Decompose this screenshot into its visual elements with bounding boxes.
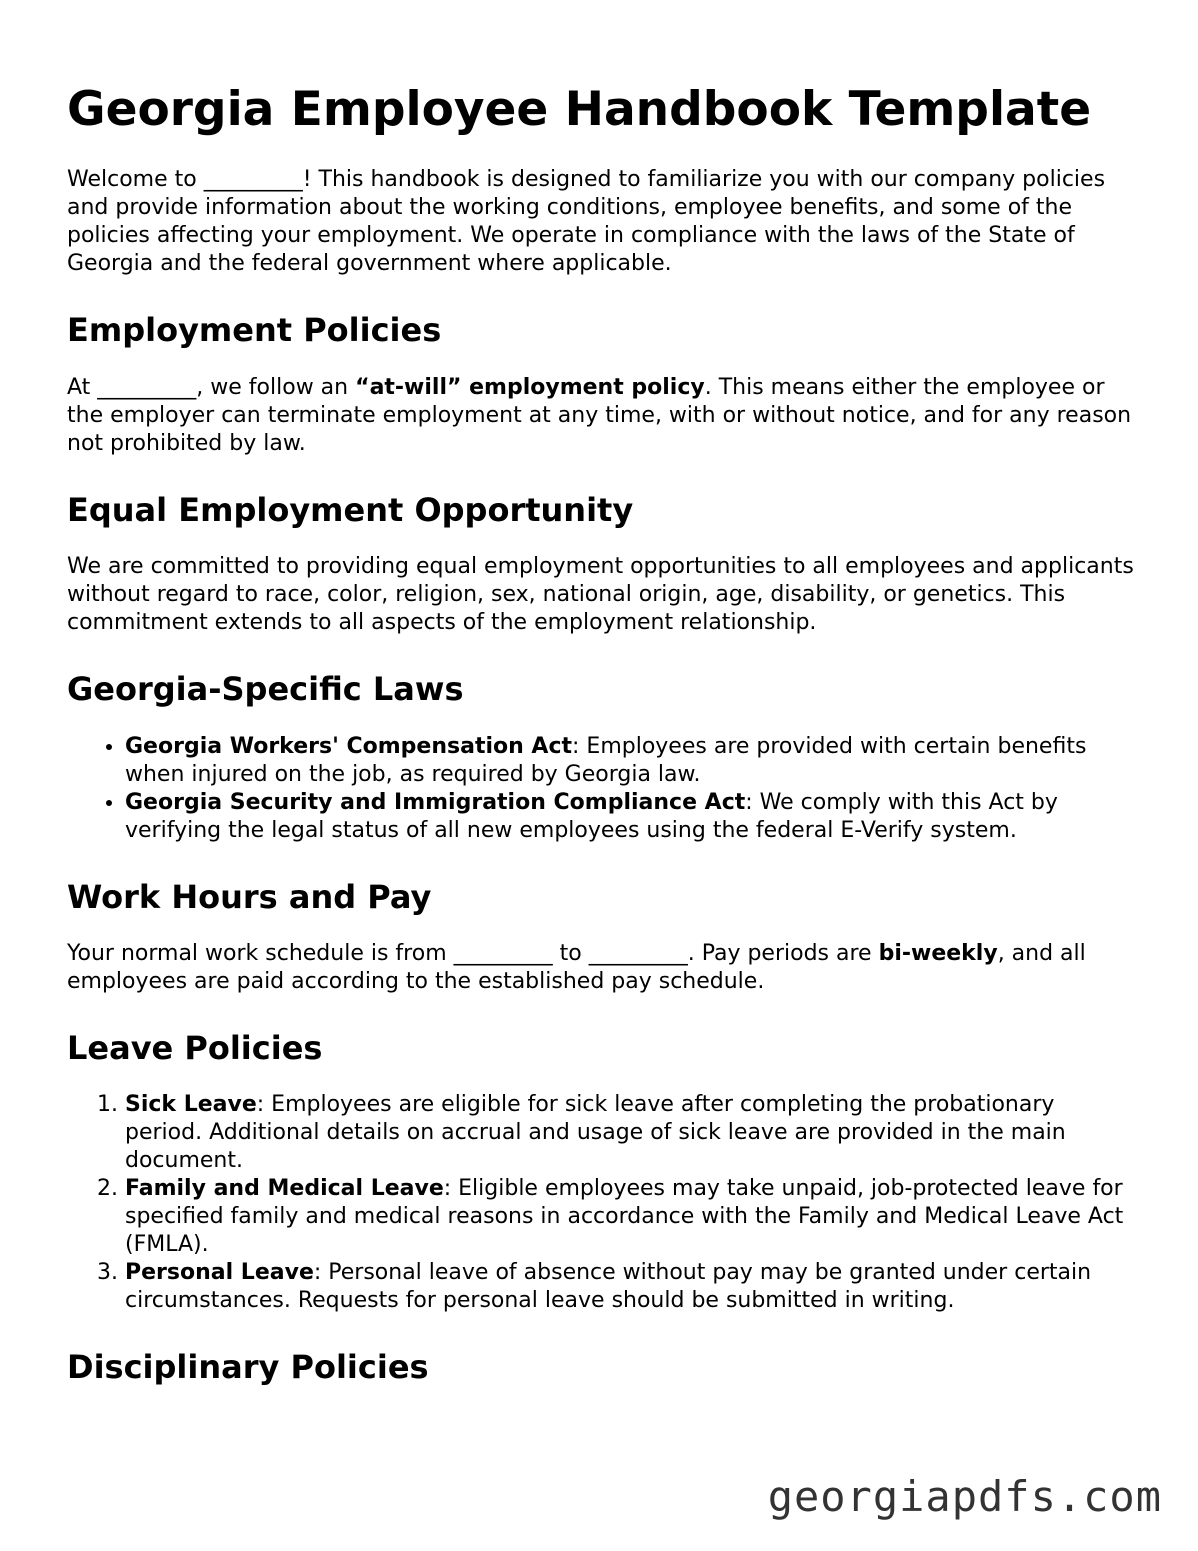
leave-description: : Personal leave of absence without pay may be granted under certain circumstances. Requests for personal leave should be submitted in writing. [125, 1260, 1092, 1314]
leave-type: Personal Leave [125, 1260, 314, 1286]
employment-policies-paragraph [67, 374, 1137, 458]
work-hours-paragraph [67, 940, 1137, 996]
section-heading-leave-policies: Leave Policies [67, 1028, 323, 1067]
leave-type: Sick Leave [125, 1092, 257, 1118]
list-item [125, 789, 1137, 845]
work-hours-text-to: to [552, 940, 589, 966]
law-description: : Employees are provided with certain benefits when injured on the job, as required by Georgia law. [125, 733, 1087, 787]
equal-employment-paragraph: We are committed to providing equal employment opportunities to all employees and applicants without regard to race, color, religion, sex, national origin, age, disability, or genetics. This commitment extends to all aspects of the employment relationship. [67, 554, 1134, 636]
work-hours-text-end: , and all employees are paid according to the established pay schedule. [67, 940, 1086, 994]
work-hours-text-pay: . Pay periods are [687, 940, 879, 966]
intro-text-rest: ! This handbook is designed to familiarize you with our company policies and provide information about the working conditions, employee benefits, and some of the policies affecting your employment. We operate in compliance with the laws of the State of Georgia and the federal government where applicable. [67, 167, 1106, 277]
company-name-blank-2: _________ [97, 374, 197, 400]
intro-paragraph [67, 166, 1137, 278]
leave-description: : Eligible employees may take unpaid, job-protected leave for specified family and medical reasons in accordance with the Family and Medical Leave Act (FMLA). [125, 1176, 1124, 1258]
section-heading-georgia-laws: Georgia-Specific Laws [67, 670, 464, 709]
intro-text-start: Welcome to [67, 167, 204, 193]
employment-text-middle: , we follow an [196, 374, 356, 400]
work-hours-text-start: Your normal work schedule is from [67, 940, 454, 966]
pay-period-emphasis: bi-weekly [878, 940, 998, 966]
page-title: Georgia Employee Handbook Template [67, 82, 1092, 137]
list-item [125, 1259, 1137, 1315]
at-will-emphasis: “at-will” employment policy [355, 374, 705, 400]
list-item [125, 1091, 1137, 1175]
section-heading-disciplinary: Disciplinary Policies [67, 1348, 429, 1387]
law-description: : We comply with this Act by verifying the legal status of all new employees using the federal E-Verify system. [125, 789, 1058, 843]
section-heading-equal-employment: Equal Employment Opportunity [67, 490, 634, 529]
law-name: Georgia Security and Immigration Compliance Act [125, 789, 746, 815]
document-page [67, 72, 1137, 1411]
law-name: Georgia Workers' Compensation Act [125, 733, 573, 759]
employment-text-end: . This means either the employee or the employer can terminate employment at any time, with or without notice, and for any reason not prohibited by law. [67, 374, 1132, 456]
watermark: georgiapdfs.com [767, 1472, 1162, 1521]
leave-policies-list [67, 1091, 1137, 1315]
end-time-blank: _________ [588, 940, 688, 966]
list-item [125, 733, 1137, 789]
leave-description: : Employees are eligible for sick leave after completing the probationary period. Additional details on accrual and usage of sick leave are provided in the main document. [125, 1092, 1066, 1174]
leave-type: Family and Medical Leave [125, 1176, 444, 1202]
list-item [125, 1175, 1137, 1259]
start-time-blank: _________ [453, 940, 553, 966]
employment-text-start: At [67, 374, 98, 400]
section-heading-employment-policies: Employment Policies [67, 311, 442, 350]
section-heading-work-hours: Work Hours and Pay [67, 877, 432, 916]
company-name-blank: _________ [203, 167, 303, 193]
georgia-laws-list [67, 733, 1137, 845]
